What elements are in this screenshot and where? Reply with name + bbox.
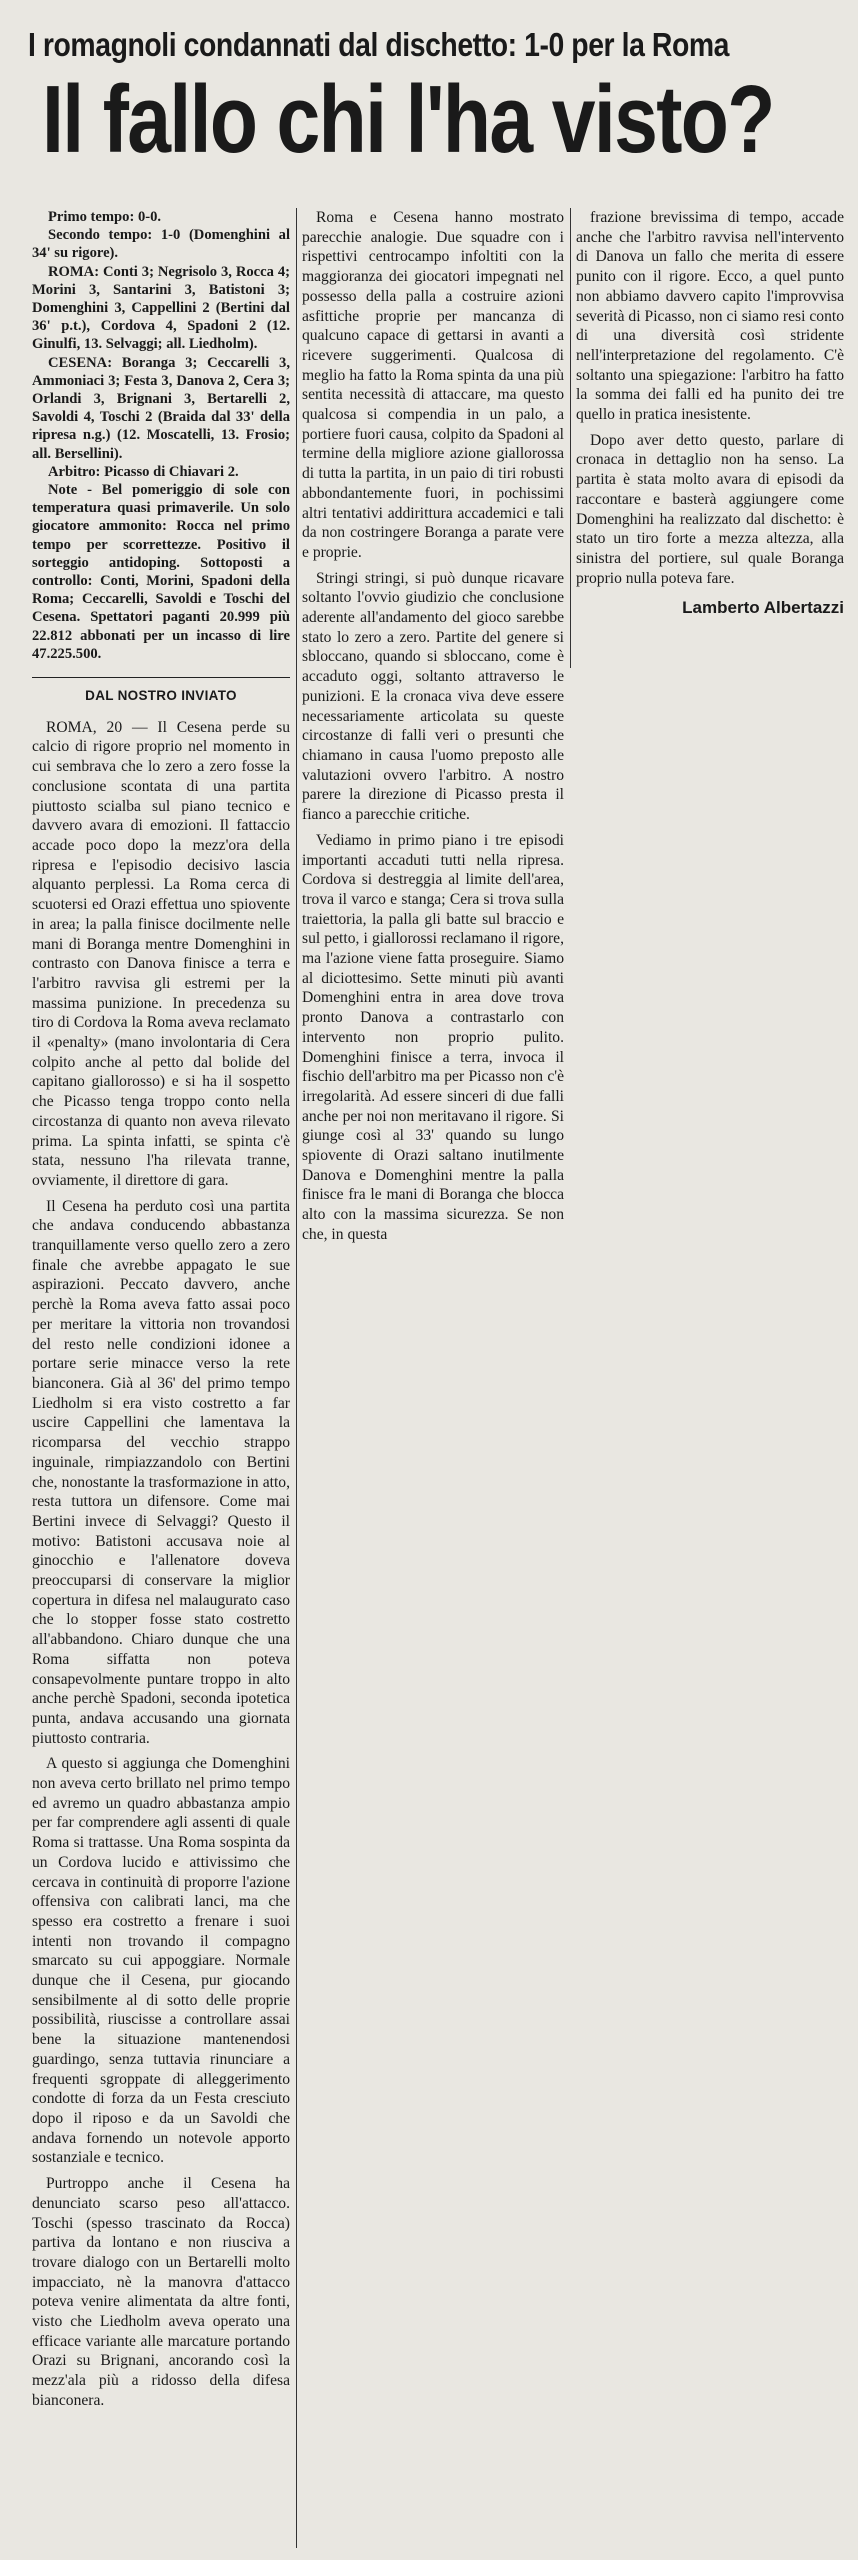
column-1 (32, 208, 290, 2411)
summary-second-half: Secondo tempo: 1-0 (Domenghini al 34' su rigore). (32, 227, 290, 262)
column-separator (570, 208, 571, 668)
summary-referee: Arbitro: Picasso di Chiavari 2. (48, 463, 239, 480)
column-separator (296, 208, 297, 2548)
article-paragraph: frazione brevissima di tempo, accade anche che l'arbitro ravvisa nell'intervento di Danova un fallo che merita di essere punito con il rigore. Ecco, a quel punto non abbiamo davvero capito l'improvvisa severità di Picasso, non ci siamo resi conto di una diversità così stridente nell'interpretazione del regolamento. C'è soltanto una spiegazione: l'arbitro ha fatto la somma dei falli ed ha punito dei tre quello in pratica inesistente. (576, 209, 844, 424)
article-paragraph: A questo si aggiunga che Domenghini non aveva certo brillato nel primo tempo ed avremo un quadro abbastanza ampio per far comprendere agli assenti di quale Roma si trattasse. Una Roma sospinta da un Cordova lucido e attivissimo che cercava in continuità di proporre l'azione offensiva con calibrati lanci, ma che spesso era costretto a frenare i suoi intenti non trovando il compagno smarcato su cui appoggiare. Normale dunque che il Cesena, pur giocando sensibilmente al di sotto delle proprie possibilità, riuscisse a controllare assai bene la situazione mantenendosi guardingo, senza tuttavia rinunciare a frequenti sgroppate di alleggerimento condotte di forza da un Festa cresciuto dopo il riposo e da un Savoldi che andava fornendo un notevole apporto sostanziale e tecnico. (32, 1755, 290, 2167)
article-paragraph: Stringi stringi, si può dunque ricavare soltanto l'ovvio giudizio che conclusione aderente all'andamento del gioco sarebbe stato lo zero a zero. Partite del genere si sbloccano, quando si sbloccano, come è accaduto oggi, soltanto attraverso le punizioni. E la cronaca viva deve essere necessariamente articolata su queste circostanze di falli veri o presunti che chiamano in causa l'uomo preposto alle valutazioni ovvero l'arbitro. A nostro parere la direzione di Picasso presta il fianco a parecchie critiche. (302, 569, 564, 824)
article-paragraph: ROMA, 20 — Il Cesena perde su calcio di rigore proprio nel momento in cui sembrava che lo zero a zero fosse la conclusione scontata di una partita piuttosto scialba sul piano tecnico e davvero avara di emozioni. Il fattaccio accade poco dopo la mezz'ora della ripresa e l'episodio decisivo lascia alquanto perplessi. La Roma cerca di scuotersi ed Orazi effettua uno spiovente in area; la palla finisce docilmente nelle mani di Boranga mentre Domenghini in contrasto con Danova finisce a terra e l'arbitro ravvisa gli estremi per la massima punizione. In precedenza su tiro di Cordova la Roma aveva reclamato il «penalty» (mano involontaria di Cera colpito anche al petto dal bolide del capitano giallorosso) e si ha il sospetto che Picasso tenga troppo conto nella circostanza di quanto non aveva rilevato prima. La spinta infatti, se spinta c'è stata, nessuno l'ha rilevata tranne, ovviamente, il direttore di gara. (32, 718, 290, 1189)
divider-rule (32, 677, 290, 678)
summary-cesena-lineup: CESENA: Boranga 3; Ceccarelli 3, Ammoniaci 3; Festa 3, Danova 2, Cera 3; Orlandi 3, Brignani 3, Bertarelli 2, Savoldi 4, Toschi 2 (Braida dal 33' della ripresa n.g.) (12. Moscatelli, 13. Frosio; all. Bersellini). (32, 354, 290, 462)
dateline-label: DAL NOSTRO INVIATO (85, 688, 237, 704)
article-paragraph: Il Cesena ha perduto così una partita che andava conducendo abbastanza tranquillamente verso quello zero a zero finale che avrebbe appagato le sue aspirazioni. Peccato davvero, anche perchè la Roma aveva fatto assai poco per meritare la vittoria non trovandosi del resto nelle condizioni idonee a portare serie minacce verso la rete bianconera. Già al 36' del primo tempo Liedholm si era visto costretto a far uscire Cappellini che lamentava la ricomparsa del vecchio strappo inguinale, rimpiazzandolo con Bertini che, nonostante la trasformazione in atto, resta tuttora un difensore. Come mai Bertini invece di Selvaggi? Questo il motivo: Batistoni accusava noie al ginocchio e l'allenatore doveva preoccuparsi di conservare la miglior copertura in difesa nel malaugurato caso che lo stopper fosse stato costretto all'abbandono. Chiaro dunque che una Roma siffatta non poteva consapevolmente puntare troppo in alto anche perchè Spadoni, seconda ipotetica punta, andava accusando una giornata piuttosto contraria. (32, 1197, 290, 1747)
column-3 (576, 208, 844, 618)
article-paragraph: Purtroppo anche il Cesena ha denunciato scarso peso all'attacco. Toschi (spesso trascinato da Rocca) partiva da lontano e non riusciva a trovare dialogo con un Bertarelli molto impacciato, nè la manovra d'attacco poteva venire alimentata da altre fonti, visto che Liedholm aveva operato una efficace variante alle marcature portando Orazi su Brignani, ancorando così la mezz'ala più a ridosso della difesa bianconera. (32, 2175, 290, 2409)
summary-notes: Note - Bel pomeriggio di sole con temperatura quasi primaverile. Un solo giocatore ammonito: Rocca nel primo tempo per scorrettezze. Positivo il sorteggio antidoping. Sottoposti a controllo: Conti, Morini, Spadoni della Roma; Ceccarelli, Savoldi e Toschi del Cesena. Spettatori paganti 20.999 più 22.812 abbonati per un incasso di lire 47.225.500. (32, 482, 290, 662)
summary-first-half: Primo tempo: 0-0. (48, 209, 162, 225)
headline: Il fallo chi l'ha visto? (42, 66, 774, 173)
author-byline: Lamberto Albertazzi (682, 598, 844, 618)
kicker: I romagnoli condannati dal dischetto: 1-0 per la Roma (28, 26, 730, 63)
match-summary (32, 208, 290, 663)
article-paragraph: Vediamo in primo piano i tre episodi importanti accaduti tutti nella ripresa. Cordova si destreggia al limite dell'area, trova il varco e stanga; Cera si trova sulla traiettoria, la palla gli batte sul braccio e sul petto, i giallorossi reclamano il rigore, ma l'azione viene fatta proseguire. Siamo al diciottesimo. Sette minuti più avanti Domenghini entra in area dove trova pronto Danova a contrastarlo con intervento non proprio pulito. Domenghini finisce a terra, invoca il fischio dell'arbitro ma per Picasso non c'è irregolarità. Ad essere sinceri di due falli anche per noi non meritavano il rigore. Si giunge così al 33' quando su lungo spiovente di Orazi saltano inutilmente Danova e Domenghini mentre la palla finisce fra le mani di Boranga che blocca alto con la massima sicurezza. Se non che, in questa (302, 831, 564, 1243)
article-paragraph: Dopo aver detto questo, parlare di cronaca in dettaglio non ha senso. La partita è stata molto avara di episodi da raccontare e basterà aggiungere come Domenghini ha realizzato dal dischetto: è stato un tiro forte a mezza altezza, alla sinistra del portiere, sul quale Boranga proprio nulla poteva fare. (576, 431, 844, 587)
column-2 (302, 208, 564, 1245)
summary-roma-lineup: ROMA: Conti 3; Negrisolo 3, Rocca 4; Morini 3, Santarini 3, Batistoni 3; Domenghini 3, Cappellini 2 (Bertini dal 36' p.t.), Cordova 4, Spadoni 2 (12. Ginulfi, 13. Selvaggi; all. Liedholm). (32, 263, 290, 353)
article-paragraph: Roma e Cesena hanno mostrato parecchie analogie. Due squadre con i rispettivi centrocampo infoltiti con la maggioranza dei giocatori impegnati nel possesso della palla a costruire azioni asfittiche proprie per mancanza di qualcuno capace di gettarsi in avanti a ricevere suggerimenti. Qualcosa di meglio ha fatto la Roma spinta da una più sentita necessità di attaccare, ma questo qualcosa si compendia in un palo, a portiere fuori causa, colpito da Spadoni al termine della migliore azione giallorossa di tutta la partita, in un paio di tiri robusti abbondantemente fuori, in pochissimi altri tentativi addirittura accademici e tali da non costringere Boranga a parate vere e proprie. (302, 209, 564, 561)
